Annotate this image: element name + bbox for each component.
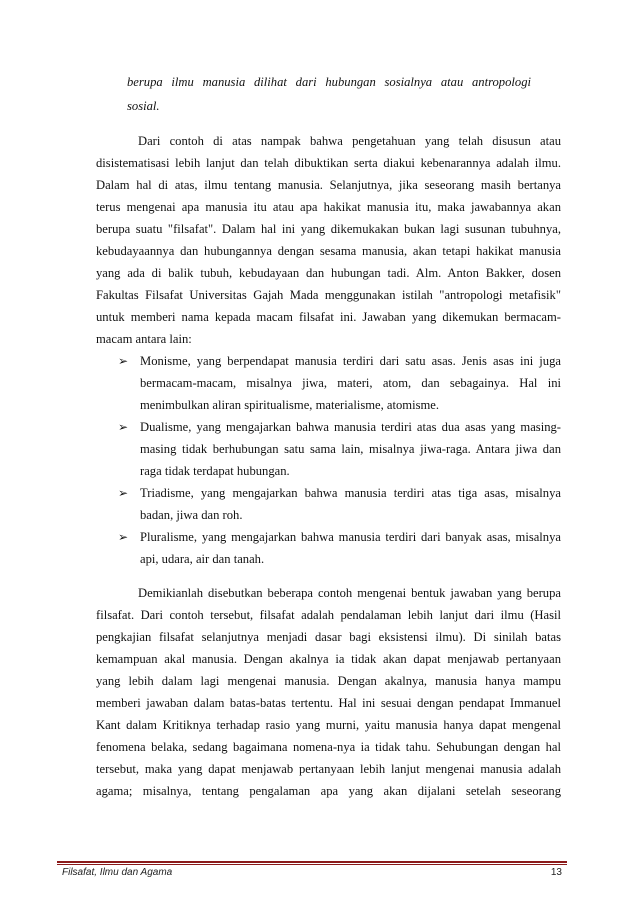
paragraph-line: Kant dalam Kritiknya terhadap rasio yang murni, yaitu manusia hanya dapat mengenal [96, 718, 561, 732]
list-item-line: menimbulkan aliran spiritualisme, materialisme, atomisme. [140, 398, 440, 412]
paragraph-line: terus mengenai apa manusia itu atau apa hakikat manusia itu, maka jawabannya akan [96, 200, 561, 214]
paragraph-line: Fakultas Filsafat Universitas Gajah Mada menggunakan istilah "antropologi metafisik" [96, 288, 561, 302]
list-item-line: Monisme, yang berpendapat manusia terdiri dari satu asas. Jenis asas ini juga [140, 354, 561, 368]
footer-rule [57, 861, 567, 863]
list-item-line: api, udara, air dan tanah. [140, 552, 265, 566]
intro-line: berupa ilmu manusia dilihat dari hubungan sosialnya atau antropologi [127, 75, 531, 89]
paragraph-line: macam antara lain: [96, 332, 192, 346]
paragraph-line: memberi jawaban dalam batas-batas tertentu. Hal ini sesuai dengan pendapat Immanuel [96, 696, 561, 710]
paragraph-line: yang ada di balik tubuh, kebudayaan dan hubungan tadi. Alm. Anton Bakker, dosen [96, 266, 561, 280]
list-item-line: Triadisme, yang mengajarkan bahwa manusia terdiri atas tiga asas, misalnya [140, 486, 561, 500]
paragraph-line: Dalam hal di atas, ilmu tentang manusia. Selanjutnya, jika seseorang masih bertanya [96, 178, 561, 192]
bullet-arrow-icon: ➢ [118, 354, 129, 368]
footer-title: Filsafat, Ilmu dan Agama [62, 867, 173, 878]
paragraph-line: Demikianlah disebutkan beberapa contoh mengenai bentuk jawaban yang berupa [138, 586, 561, 600]
paragraph-line: agama; misalnya, tentang pengalaman apa yang akan dijalani setelah seseorang [96, 784, 561, 798]
paragraph-line: yang lebih dalam lagi mengenai manusia. Dengan akalnya, manusia hanya mampu [96, 674, 561, 688]
list-item-line: masing tidak berhubungan satu sama lain, misalnya jiwa-raga. Antara jiwa dan [140, 442, 561, 456]
paragraph-line: untuk memberi nama kepada macam filsafat ini. Jawaban yang dikemukan bermacam- [96, 310, 561, 324]
bullet-arrow-icon: ➢ [118, 486, 129, 500]
list-item-line: bermacam-macam, misalnya jiwa, materi, atom, dan sebagainya. Hal ini [140, 376, 561, 390]
page-number: 13 [550, 867, 562, 878]
paragraph-line: kemampuan akal manusia. Dengan akalnya ia tidak akan dapat menjawab pertanyaan [96, 652, 561, 666]
paragraph-line: pengkajian filsafat selanjutnya menjadi dasar bagi eksistensi ilmu). Di sinilah batas [96, 630, 561, 644]
paragraph-line: disistematisasi lebih lanjut dan telah dibuktikan serta diakui kebenarannya adalah ilmu. [96, 156, 561, 170]
list-item-line: badan, jiwa dan roh. [140, 508, 243, 522]
list-item-line: Pluralisme, yang mengajarkan bahwa manusia terdiri dari banyak asas, misalnya [140, 530, 561, 544]
list-item-line: Dualisme, yang mengajarkan bahwa manusia terdiri atas dua asas yang masing- [140, 420, 561, 434]
paragraph-line: filsafat. Dari contoh tersebut, filsafat adalah pendalaman lebih lanjut dari ilmu (Hasil [96, 608, 561, 622]
list-item-line: raga tidak terdapat hubungan. [140, 464, 290, 478]
bullet-arrow-icon: ➢ [118, 530, 129, 544]
paragraph-line: kebudayaannya dan hubungannya dengan sesama manusia, akan tetapi hakikat manusia [96, 244, 561, 258]
paragraph-line: tersebut, maka yang dapat menjawab pertanyaan lebih lanjut mengenai manusia adalah [96, 762, 561, 776]
paragraph-line: berupa suatu "filsafat". Dalam hal ini yang dikemukakan bukan lagi susunan tubuhnya, [96, 222, 561, 236]
bullet-arrow-icon: ➢ [118, 420, 129, 434]
footer-rule-thin [57, 864, 567, 865]
paragraph-line: fenomena belaka, sedang bagaimana nomena-nya ia tidak tahu. Sehubungan dengan hal [96, 740, 561, 754]
intro-line: sosial. [127, 99, 160, 113]
paragraph-line: Dari contoh di atas nampak bahwa pengetahuan yang telah disusun atau [138, 134, 561, 148]
